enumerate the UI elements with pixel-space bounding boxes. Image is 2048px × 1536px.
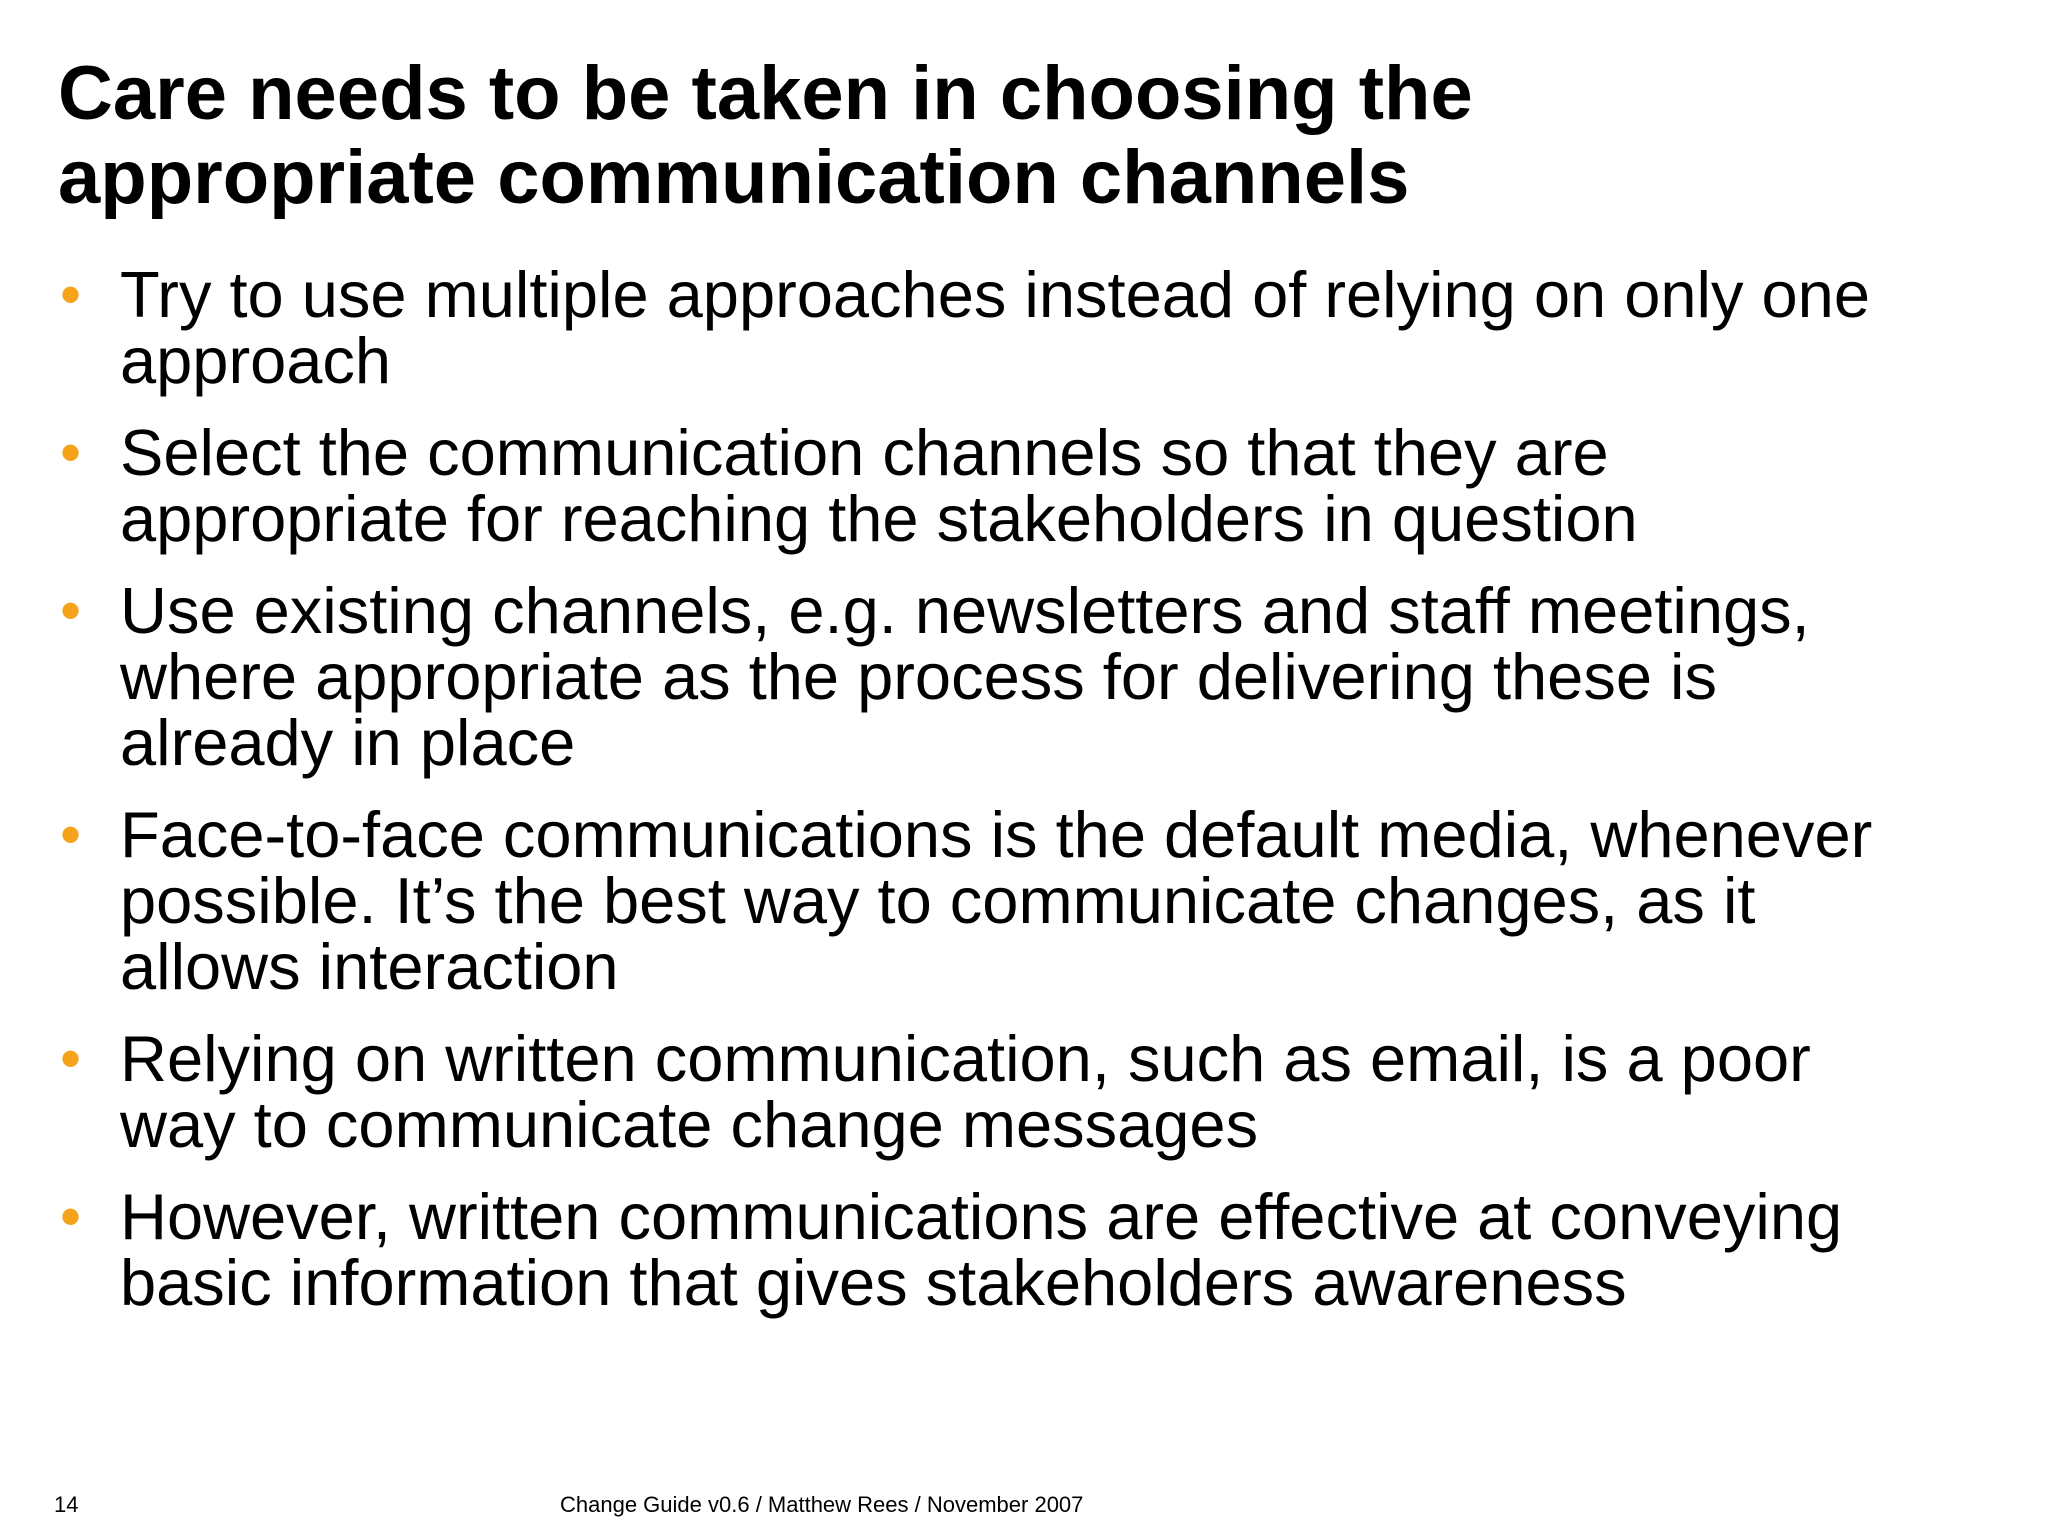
bullet-item — [58, 258, 2008, 397]
bullet-dot-icon: • — [60, 801, 82, 868]
bullet-text-line: Select the communication channels so that they are — [120, 416, 1609, 489]
bullet-text-line: Try to use multiple approaches instead of relying on only one — [120, 258, 1870, 331]
bullet-text-line: appropriate for reaching the stakeholders in question — [120, 482, 1638, 555]
bullet-dot-icon: • — [60, 1025, 82, 1092]
bullet-item — [58, 798, 2008, 1003]
bullet-text-line: Use existing channels, e.g. newsletters and staff meetings, — [120, 574, 1810, 647]
bullet-text-line: already in place — [120, 706, 576, 779]
bullet-text-line: Face-to-face communications is the default media, whenever — [120, 798, 1873, 871]
bullet-dot-icon: • — [60, 419, 82, 486]
bullet-text — [120, 1180, 2008, 1319]
slide-title-line: Care needs to be taken in choosing the — [58, 51, 1473, 136]
bullet-text-line: possible. It’s the best way to communicate changes, as it — [120, 864, 1756, 937]
bullet-dot-icon: • — [60, 1183, 82, 1250]
bullet-text-line: Relying on written communication, such as email, is a poor — [120, 1022, 1811, 1095]
bullet-item — [58, 416, 2008, 555]
slide-title-line: appropriate communication channels — [58, 135, 1410, 220]
bullet-text-line: However, written communications are effective at conveying — [120, 1180, 1843, 1253]
bullet-text — [120, 798, 2008, 1003]
bullet-item — [58, 1180, 2008, 1319]
bullet-dot-icon: • — [60, 577, 82, 644]
bullet-text-line: basic information that gives stakeholders awareness — [120, 1246, 1627, 1319]
bullet-text-line: allows interaction — [120, 930, 619, 1003]
bullet-list — [58, 258, 2008, 1342]
bullet-text — [120, 574, 2008, 779]
bullet-item — [58, 574, 2008, 779]
bullet-text-line: approach — [120, 324, 392, 397]
bullet-item — [58, 1022, 2008, 1161]
bullet-text-line: way to communicate change messages — [120, 1088, 1259, 1161]
bullet-text — [120, 416, 2008, 555]
bullet-dot-icon: • — [60, 261, 82, 328]
slide-title — [58, 52, 1958, 220]
bullet-text-line: where appropriate as the process for delivering these is — [120, 640, 1717, 713]
bullet-text — [120, 258, 2008, 397]
bullet-text — [120, 1022, 2008, 1161]
page-number: 14 — [54, 1492, 79, 1517]
footer-text: Change Guide v0.6 / Matthew Rees / November 2007 — [560, 1492, 1084, 1517]
